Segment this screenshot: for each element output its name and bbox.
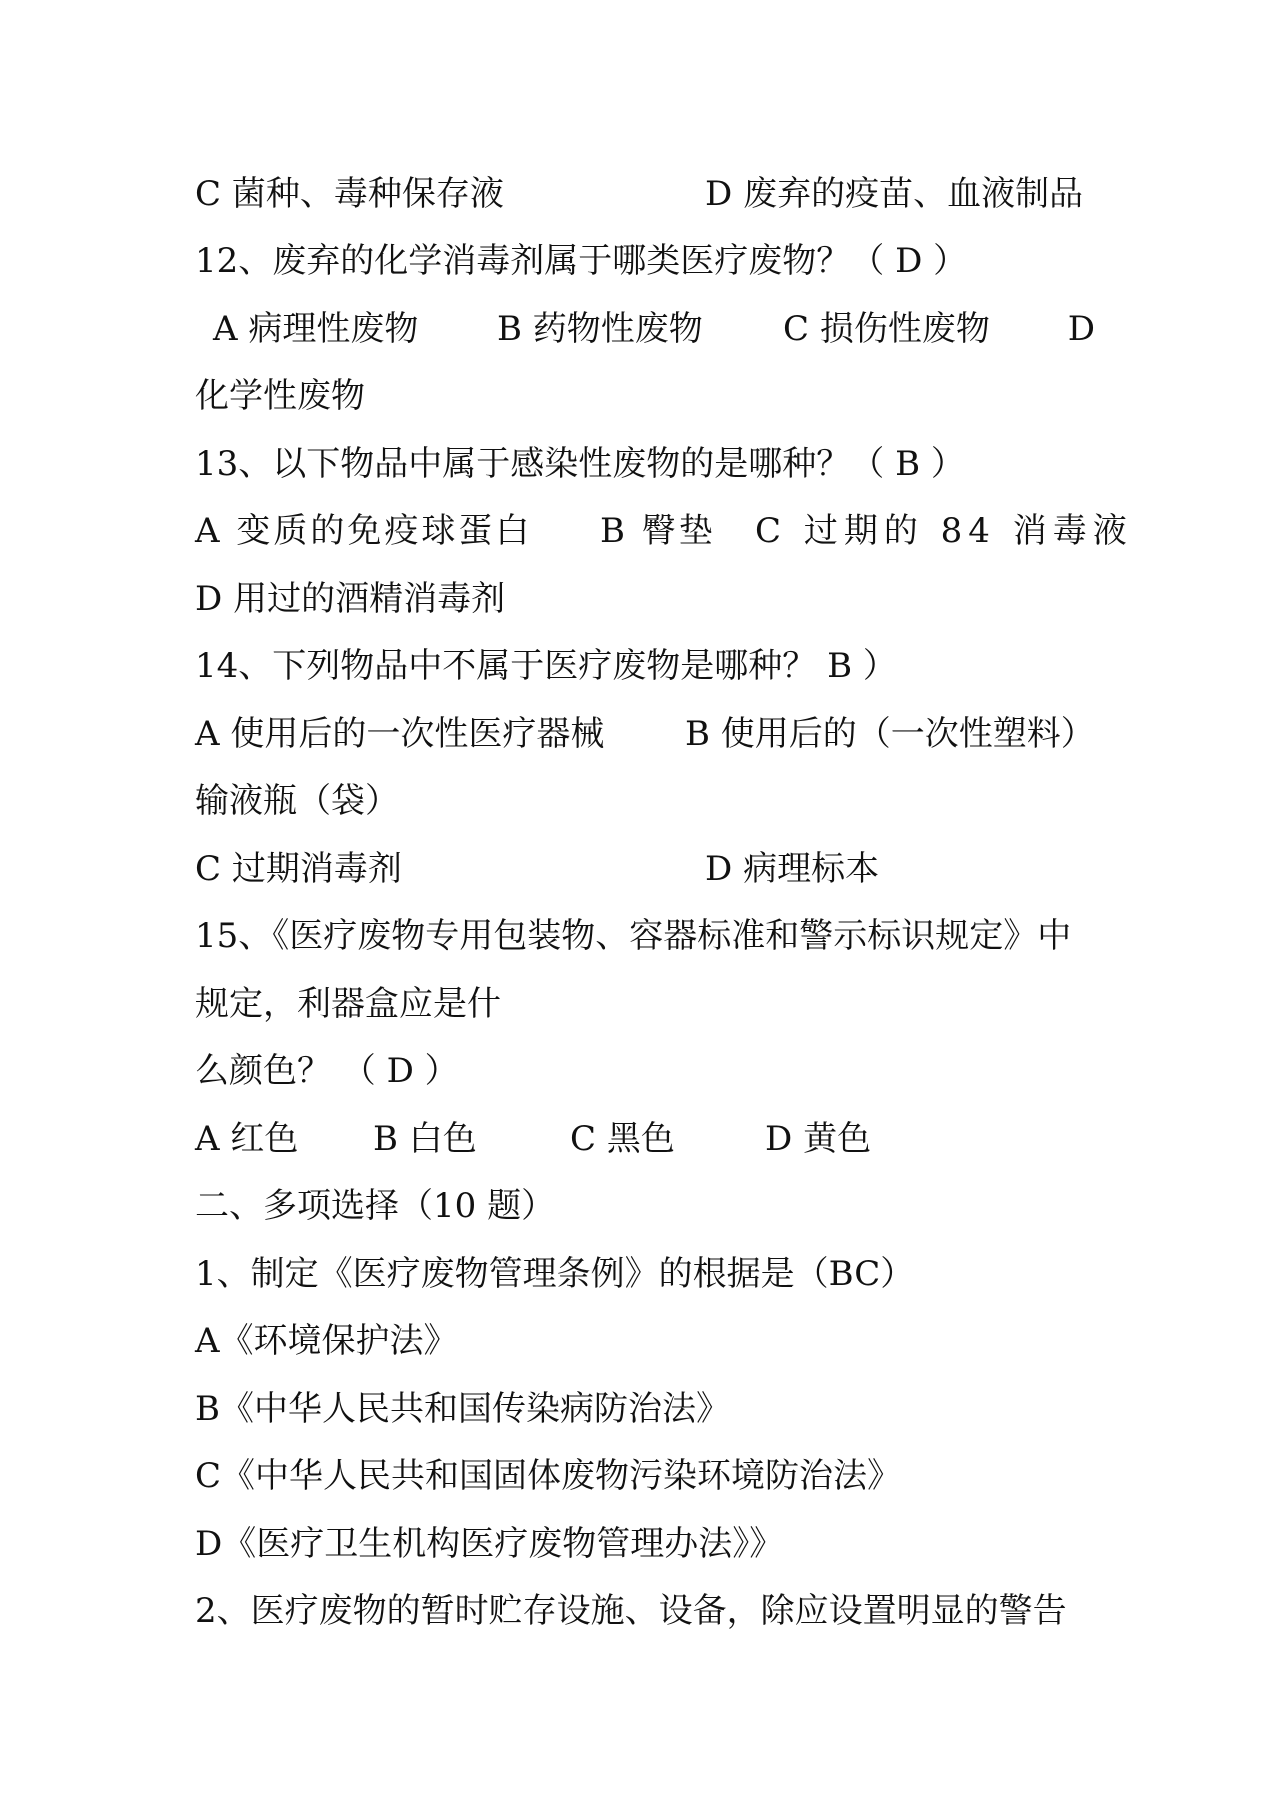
q15-question-line2: 规定，利器盒应是什 — [195, 983, 501, 1024]
s2-q1-option-a: A《环境保护法》 — [195, 1321, 458, 1361]
s2-q1-option-c: C《中华人民共和国固体废物污染环境防治法》 — [195, 1456, 902, 1496]
q14-option-d: D 病理标本 — [705, 848, 880, 889]
q14-option-c: C 过期消毒剂 — [195, 848, 402, 889]
q11-option-c: C 菌种、毒种保存液 — [195, 173, 504, 214]
q13-question: 13、以下物品中属于感染性废物的是哪种？（ B ） — [195, 443, 965, 484]
q12-question: 12、废弃的化学消毒剂属于哪类医疗废物？（ D ） — [195, 241, 968, 281]
q15-question-line1: 15、《医疗废物专用包装物、容器标准和警示标识规定》中 — [195, 916, 1072, 956]
q12-option-b: B 药物性废物 — [497, 308, 703, 349]
q15-option-d: D 黄色 — [765, 1118, 872, 1159]
q15-question-line3: 么颜色？ （ D ） — [195, 1051, 459, 1091]
document-body — [195, 161, 1133, 1646]
q14-options-row-2 — [195, 836, 1095, 904]
q14-option-a: A 使用后的一次性医疗器械 — [195, 713, 605, 754]
q12-option-d-letter: D — [1067, 308, 1095, 349]
q12-options-row — [195, 296, 1095, 364]
q14-option-b-continued: 输液瓶（袋） — [195, 781, 399, 821]
q13-options-row — [195, 498, 1133, 566]
q12-option-a: A 病理性废物 — [213, 308, 419, 349]
q13-option-d: D 用过的酒精消毒剂 — [195, 578, 506, 619]
q13-option-a: A 变质的免疫球蛋白 — [195, 511, 533, 551]
q12-option-c: C 损伤性废物 — [783, 308, 990, 349]
q14-options-row — [195, 701, 1095, 769]
q15-options-row — [195, 1106, 1095, 1174]
q13-option-c: C 过期的 84 消毒液 — [755, 511, 1133, 551]
s2-q1-option-b: B《中华人民共和国传染病防治法》 — [195, 1388, 730, 1429]
q14-question: 14、下列物品中不属于医疗废物是哪种？ B ） — [195, 646, 897, 686]
s2-q1-question: 1、制定《医疗废物管理条例》的根据是（BC） — [195, 1253, 915, 1294]
q13-option-b: B 臀垫 — [600, 511, 716, 551]
q11-options-row — [195, 161, 1095, 229]
q14-option-b: B 使用后的（一次性塑料） — [685, 713, 1095, 754]
q15-option-a: A 红色 — [195, 1118, 299, 1159]
s2-q2-question-line1: 2、医疗废物的暂时贮存设施、设备，除应设置明显的警告 — [195, 1591, 1067, 1631]
s2-q1-option-d: D《医疗卫生机构医疗废物管理办法》》 — [195, 1523, 784, 1564]
q12-option-d-text: 化学性废物 — [195, 376, 365, 416]
section2-heading: 二、多项选择（10 题） — [195, 1186, 556, 1226]
q15-option-b: B 白色 — [373, 1118, 477, 1159]
q15-option-c: C 黑色 — [570, 1118, 675, 1159]
q11-option-d: D 废弃的疫苗、血液制品 — [705, 173, 1084, 214]
